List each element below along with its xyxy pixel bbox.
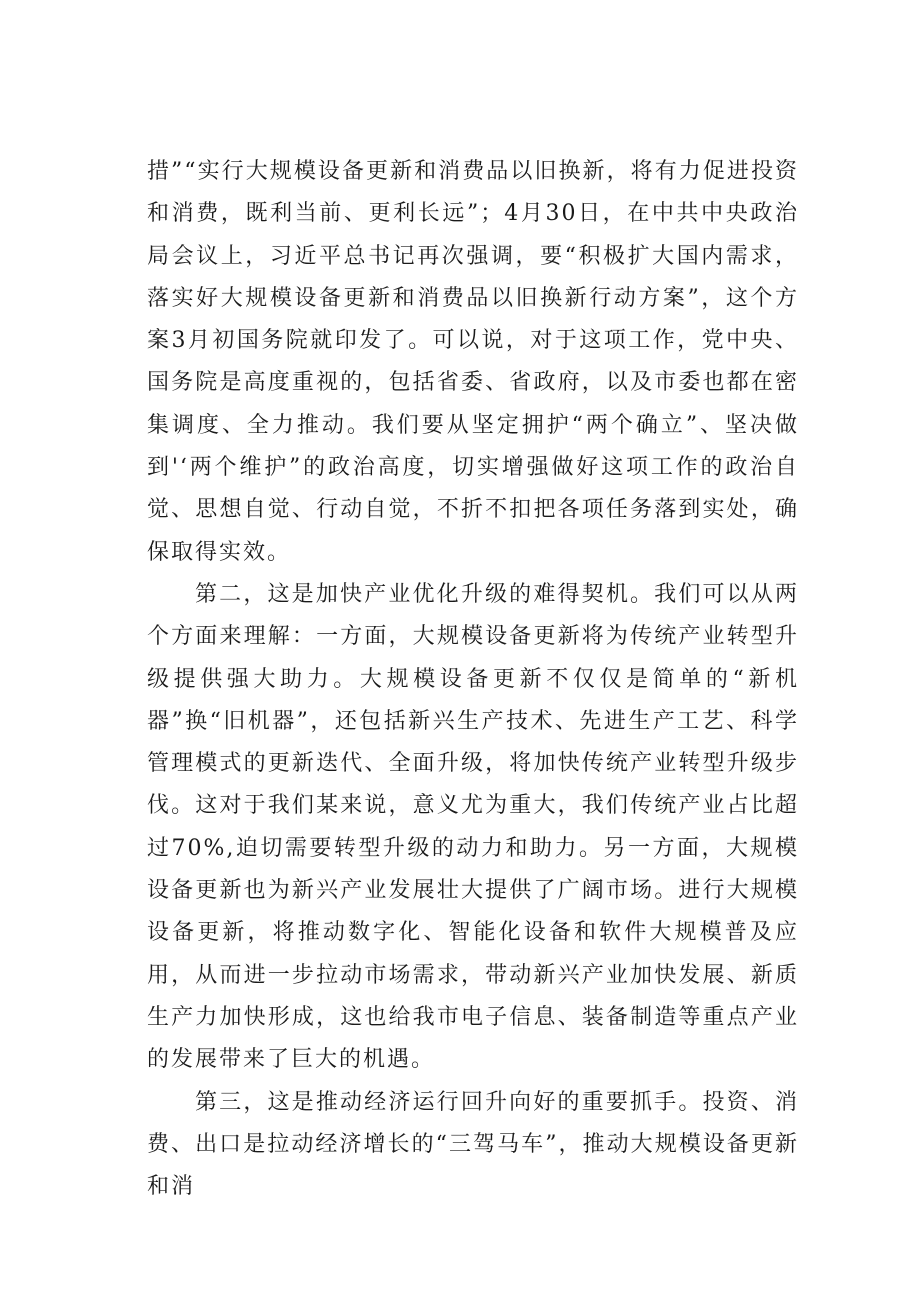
document-body xyxy=(147,151,799,1208)
paragraph-third-point: 第三，这是推动经济运行回升向好的重要抓手。投资、消费、出口是拉动经济增长的“三驾马车”，推动大规模设备更新和消 xyxy=(147,1089,799,1200)
paragraph-second-point: 第二，这是加快产业优化升级的难得契机。我们可以从两个方面来理解：一方面，大规模设备更新将为传统产业转型升级提供强大助力。大规模设备更新不仅仅是简单的“新机器”换“旧机器”，还包括新兴生产技术、先进生产工艺、科学管理模式的更新迭代、全面升级，将加快传统产业转型升级步伐。这对于我们某来说，意义尤为重大，我们传统产业占比超过70%,迫切需要转型升级的动力和助力。另一方面，大规模设备更新也为新兴产业发展壮大提供了广阔市场。进行大规模设备更新，将推动数字化、智能化设备和软件大规模普及应用，从而进一步拉动市场需求，带动新兴产业加快发展、新质生产力加快形成，这也给我市电子信息、装备制造等重点产业的发展带来了巨大的机遇。 xyxy=(147,581,799,1073)
paragraph-continuation: 措”“实行大规模设备更新和消费品以旧换新，将有力促进投资和消费，既利当前、更利长远”；4月30日，在中共中央政治局会议上，习近平总书记再次强调，要“积极扩大国内需求，落实好大规模设备更新和消费品以旧换新行动方案”，这个方案3月初国务院就印发了。可以说，对于这项工作，党中央、国务院是高度重视的，包括省委、省政府，以及市委也都在密集调度、全力推动。我们要从坚定拥护“两个确立”、坚决做到'‘两个维护”的政治高度，切实增强做好这项工作的政治自觉、思想自觉、行动自觉，不折不扣把各项任务落到实处，确保取得实效。 xyxy=(147,159,799,565)
